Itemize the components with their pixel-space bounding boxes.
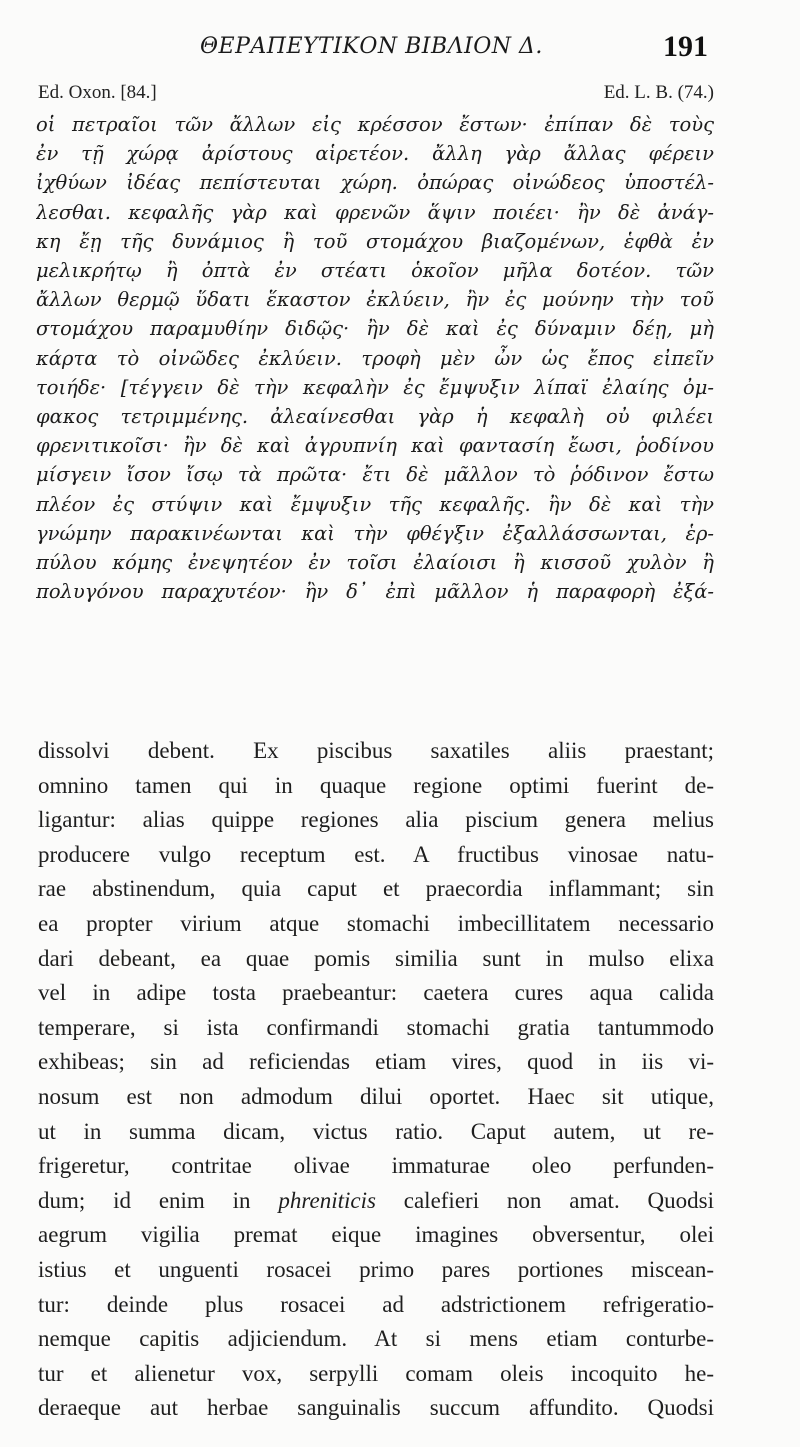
greek-text-line: κη ἔῃ τῆς δυνάμιος ἢ τοῦ στομάχου βιαζομένων, ἑφθὰ ἐν: [36, 229, 714, 253]
greek-text-line: λεσθαι. κεφαλῆς γὰρ καὶ φρενῶν ἅψιν ποιέει· ἢν δὲ ἀνάγ-: [36, 200, 714, 224]
latin-text-line: ligantur: alias quippe regiones alia piscium genera melius: [38, 807, 714, 833]
latin-text-line: nemque capitis adjiciendum. At si mens etiam conturbe-: [38, 1326, 714, 1352]
latin-translation-block: [38, 734, 714, 1426]
latin-text-line: dari debeant, ea quae pomis similia sunt in mulso elixa: [38, 945, 714, 971]
latin-text-line: nosum est non admodum dilui oportet. Haec sit utique,: [38, 1083, 714, 1109]
greek-text-line: ἰχθύων ἰδέας πεπίστευται χώρη. ὀπώρας οἰνώδεος ὑποστέλ-: [36, 171, 714, 195]
latin-text-line: temperare, si ista confirmandi stomachi gratia tantummodo: [38, 1014, 714, 1040]
page-header: [0, 30, 800, 70]
edition-lb-reference: Ed. L. B. (74.): [603, 82, 714, 103]
page-number: 191: [663, 30, 708, 63]
greek-text-line: μίσγειν ἴσον ἴσῳ τὰ πρῶτα· ἔτι δὲ μᾶλλον τὸ ῥόδινον ἔστω: [36, 463, 714, 487]
greek-text-line: ἐν τῇ χώρᾳ ἀρίστους αἱρετέον. ἄλλη γὰρ ἄλλας φέρειν: [36, 142, 714, 166]
greek-text-line: πολυγόνου παραχυτέον· ἢν δ᾽ ἐπὶ μᾶλλον ἡ παραφορὴ ἐξά-: [36, 580, 714, 604]
greek-text-line: γνώμην παρακινέωνται καὶ τὴν φθέγξιν ἐξαλλάσσωνται, ἑρ-: [36, 521, 714, 545]
greek-text-line: οἱ πετραῖοι τῶν ἄλλων εἰς κρέσσον ἔστων· ἐπίπαν δὲ τοὺς: [36, 113, 714, 136]
latin-text-line: producere vulgo receptum est. A fructibus vinosae natu-: [38, 841, 714, 867]
latin-text-line: aegrum vigilia premat eique imagines obversentur, olei: [38, 1222, 714, 1248]
edition-oxon-reference: Ed. Oxon. [84.]: [38, 82, 157, 103]
latin-text-line: omnino tamen qui in quaque regione optimi fuerint de-: [38, 772, 714, 798]
greek-text-line: τοιήδε· [τέγγειν δὲ τὴν κεφαλὴν ἐς ἔμψυξιν λίπαϊ ἐλαίης ὀμ-: [36, 375, 714, 399]
greek-text-line: κάρτα τὸ οἰνῶδες ἐκλύειν. τροφὴ μὲν ὦν ὡς ἔπος εἰπεῖν: [36, 346, 714, 370]
edition-references: [38, 82, 714, 108]
greek-text-line: πύλου κόμης ἐνεψητέον ἐν τοῖσι ἐλαίοισι ἢ κισσοῦ χυλὸν ἢ: [36, 551, 714, 575]
greek-text-line: στομάχου παραμυθίην διδῷς· ἢν δὲ καὶ ἐς δύναμιν δέῃ, μὴ: [36, 317, 714, 341]
latin-text-line: frigeretur, contritae olivae immaturae oleo perfunden-: [38, 1153, 714, 1179]
running-title: ΘΕΡΑΠΕΥΤΙΚΟΝ ΒΙΒΛΙΟΝ Δ.: [200, 34, 543, 59]
greek-text-line: πλέον ἐς στύψιν καὶ ἔμψυξιν τῆς κεφαλῆς. ἢν δὲ καὶ τὴν: [36, 492, 714, 516]
greek-text-line: φακος τετριμμένης. ἀλεαίνεσθαι γὰρ ἡ κεφαλὴ οὐ φιλέει: [36, 405, 714, 429]
latin-text-line: tur: deinde plus rosacei ad adstrictionem refrigeratio-: [38, 1291, 714, 1317]
italic-term: phreniticis: [278, 1187, 376, 1213]
latin-text-line: istius et unguenti rosacei primo pares portiones miscean-: [38, 1256, 714, 1282]
greek-text-line: μελικρήτῳ ἢ ὀπτὰ ἐν στέατι ὁκοῖον μῆλα δοτέον. τῶν: [36, 259, 714, 283]
latin-text-line: deraeque aut herbae sanguinalis succum affundito. Quodsi: [38, 1395, 714, 1421]
latin-text-line: ut in summa dicam, victus ratio. Caput autem, ut re-: [38, 1118, 714, 1144]
latin-text-line: vel in adipe tosta praebeantur: caetera cures aqua calida: [38, 980, 714, 1006]
latin-text-line: dissolvi debent. Ex piscibus saxatiles aliis praestant;: [38, 738, 714, 763]
greek-text-block: [36, 110, 714, 606]
latin-text-line: rae abstinendum, quia caput et praecordia inflammant; sin: [38, 876, 714, 902]
latin-text-line: ea propter virium atque stomachi imbecillitatem necessario: [38, 910, 714, 936]
greek-text-line: ἄλλων θερμῷ ὕδατι ἕκαστον ἐκλύειν, ἢν ἐς μούνην τὴν τοῦ: [36, 288, 714, 312]
greek-text-line: φρενιτικοῖσι· ἢν δὲ καὶ ἀγρυπνίη καὶ φαντασίη ἔωσι, ῥοδίνου: [36, 434, 714, 458]
latin-text-line: exhibeas; sin ad reficiendas etiam vires, quod in iis vi-: [38, 1049, 714, 1075]
latin-text-line: dum; id enim in phreniticis calefieri non amat. Quodsi: [38, 1187, 714, 1213]
latin-text-line: tur et alienetur vox, serpylli comam oleis incoquito he-: [38, 1360, 714, 1386]
